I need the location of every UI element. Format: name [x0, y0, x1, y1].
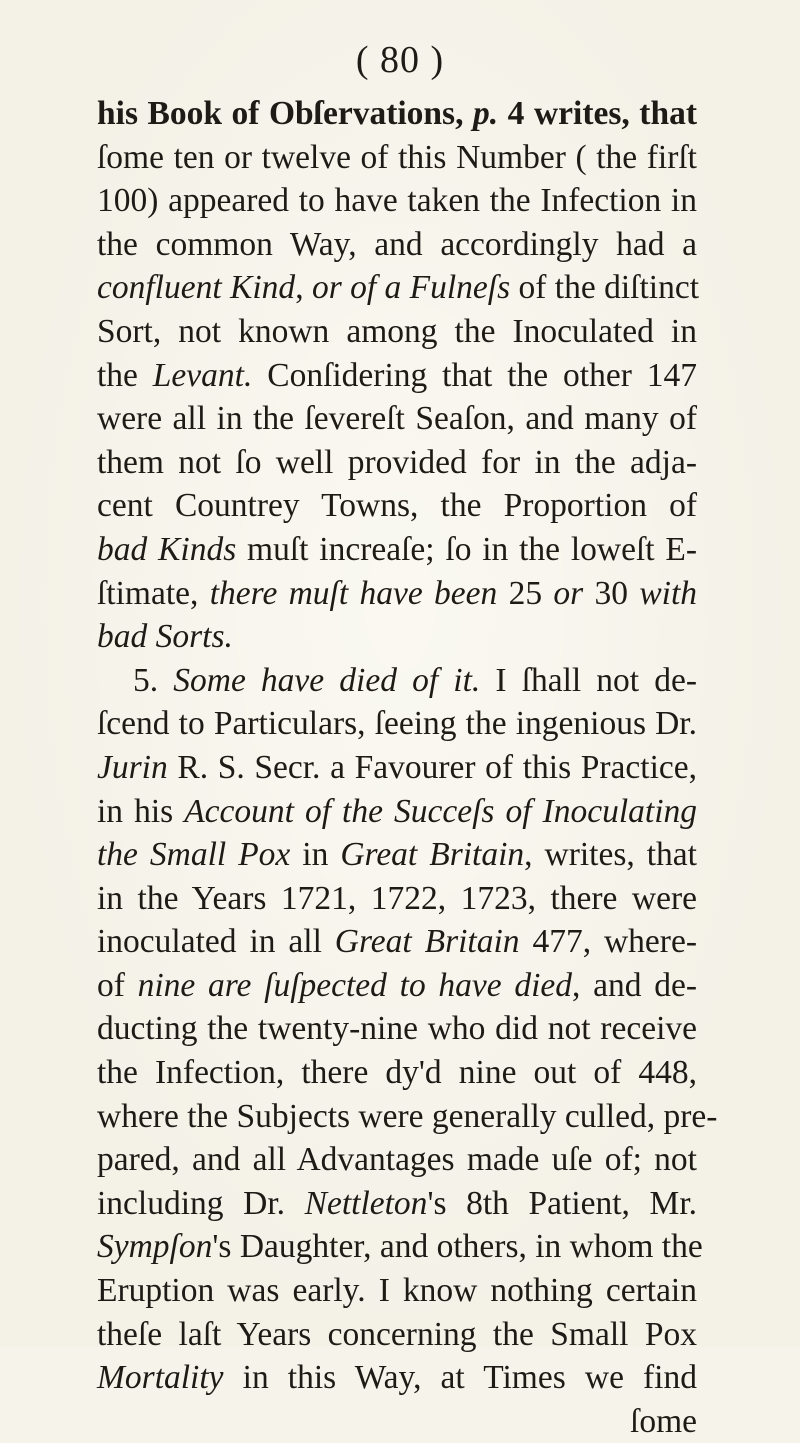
- text-segment: ,: [295, 269, 312, 307]
- text-line: [97, 266, 700, 310]
- text-segment: cent Countrey Towns, the Proportion of: [97, 487, 697, 525]
- text-line: [97, 179, 697, 223]
- text-segment: muſt increaſe; ſo in the loweſt E-: [236, 530, 697, 568]
- text-segment: including Dr.: [97, 1184, 305, 1222]
- text-line: [97, 1269, 697, 1313]
- text-line: [97, 1182, 697, 1226]
- text-segment: ducting the twenty-nine who did not receive: [97, 1010, 697, 1048]
- italic-text: Great Britain: [334, 923, 520, 961]
- text-line: [97, 1400, 697, 1443]
- text-line: [97, 1313, 697, 1357]
- text-segment: the: [97, 356, 153, 394]
- text-segment: the Infection, there dy'd nine out of 448,: [97, 1054, 697, 1092]
- text-line: [97, 484, 697, 528]
- italic-text: nine are ſuſpected to have died: [137, 966, 573, 1004]
- text-line: [97, 659, 697, 703]
- italic-text: with: [639, 574, 698, 612]
- italic-text: Levant.: [152, 356, 253, 394]
- text-line: [97, 310, 697, 354]
- text-segment: of: [97, 966, 138, 1004]
- body-text: [97, 92, 718, 1443]
- text-line: [97, 877, 697, 921]
- text-segment: his Book of Obſervations,: [97, 95, 473, 132]
- text-segment: Sort, not known among the Inoculated in: [97, 312, 697, 350]
- text-segment: Eruption was early. I know nothing certain: [97, 1272, 697, 1310]
- italic-text: Some have died of it.: [173, 661, 481, 699]
- page-number: ( 80 ): [355, 39, 445, 81]
- text-line: [97, 572, 697, 616]
- text-segment: ſcend to Particulars, ſeeing the ingenious Dr.: [97, 705, 697, 743]
- text-segment: 's Daughter, and others, in whom the: [212, 1228, 703, 1266]
- text-segment: inoculated in all: [97, 923, 335, 961]
- text-segment: I ſhall not de-: [480, 661, 698, 699]
- text-line: [97, 920, 697, 964]
- text-line: [97, 1356, 697, 1400]
- italic-text: the Small Pox: [97, 836, 291, 874]
- text-line: [97, 223, 697, 267]
- text-segment: 4 writes, that: [498, 95, 697, 132]
- italic-text: Sympſon: [97, 1228, 213, 1266]
- text-segment: in the Years 1721, 1722, 1723, there were: [97, 879, 697, 917]
- text-line: [97, 528, 697, 572]
- italic-text: Nettleton: [304, 1184, 428, 1222]
- text-segment: ſome: [630, 1402, 697, 1440]
- text-segment: of the diſtinct: [510, 269, 700, 307]
- text-segment: 25: [497, 574, 554, 612]
- text-segment: , and de-: [572, 966, 697, 1004]
- italic-text: Great Britain: [340, 836, 525, 874]
- text-segment: the common Way, and accordingly had a: [97, 225, 697, 263]
- italic-text: Account of the Succeſs of Inoculating: [184, 792, 698, 830]
- text-segment: them not ſo well provided for in the adja-: [97, 443, 697, 481]
- text-line: [97, 136, 697, 180]
- text-line: [97, 1051, 697, 1095]
- text-line: [97, 1225, 703, 1269]
- italic-text: p.: [473, 95, 499, 132]
- italic-text: bad Kinds: [97, 530, 237, 568]
- text-segment: , writes, that: [524, 836, 697, 874]
- italic-text: or: [553, 574, 584, 612]
- text-segment: pared, and all Advantages made uſe of; not: [97, 1141, 697, 1179]
- italic-text: there muſt have been: [209, 574, 498, 612]
- text-segment: where the Subjects were generally culled, pre-: [97, 1097, 718, 1135]
- text-line: [97, 354, 697, 398]
- text-segment: 30: [583, 574, 640, 612]
- text-segment: ſome ten or twelve of this Number ( the firſt: [97, 138, 697, 176]
- text-line: [97, 790, 697, 834]
- text-segment: Conſidering that the other 147: [252, 356, 697, 394]
- text-segment: 477, where-: [519, 923, 697, 961]
- text-segment: 100) appeared to have taken the Infection in: [97, 182, 697, 220]
- italic-text: Mortality: [97, 1359, 224, 1397]
- italic-text: Jurin: [97, 748, 168, 786]
- text-segment: 's 8th Patient, Mr.: [427, 1184, 698, 1222]
- text-segment: ſtimate,: [97, 574, 210, 612]
- text-line: [97, 1138, 697, 1182]
- text-line: [97, 441, 697, 485]
- text-segment: 5.: [133, 661, 174, 699]
- text-line: [97, 1007, 697, 1051]
- text-line: [97, 746, 697, 790]
- text-segment: in: [290, 836, 341, 874]
- text-segment: were all in the ſevereſt Seaſon, and many of: [97, 400, 697, 438]
- text-line: [97, 833, 697, 877]
- text-segment: R. S. Secr. a Favourer of this Practice,: [167, 748, 697, 786]
- text-segment: theſe laſt Years concerning the Small Pox: [97, 1315, 697, 1353]
- text-segment: in his: [97, 792, 185, 830]
- text-line: [97, 397, 697, 441]
- text-line: [97, 702, 697, 746]
- text-line: [97, 615, 697, 659]
- text-line: [97, 92, 697, 136]
- italic-text: or of a Fulneſs: [311, 269, 511, 307]
- italic-text: bad Sorts.: [97, 618, 233, 656]
- text-line: [97, 964, 697, 1008]
- text-line: [97, 1095, 718, 1139]
- italic-text: confluent Kind: [97, 269, 296, 307]
- text-segment: in this Way, at Times we find: [223, 1359, 697, 1397]
